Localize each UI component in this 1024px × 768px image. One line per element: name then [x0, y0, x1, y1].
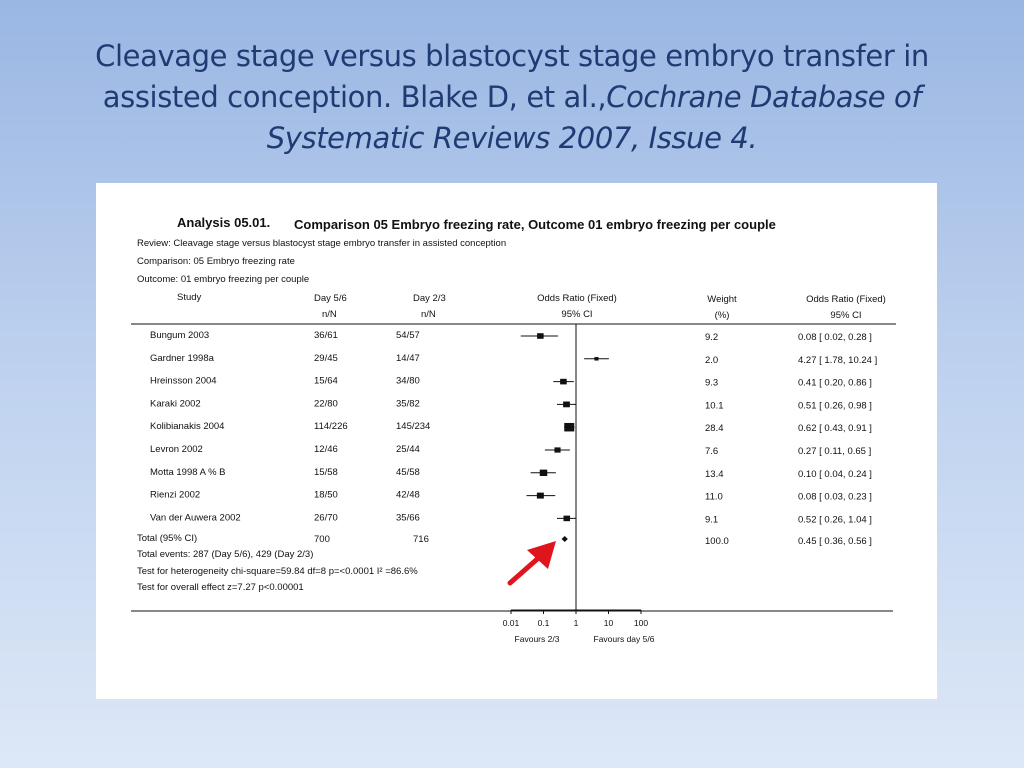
study-group1-events: 36/61 [314, 330, 338, 341]
study-weight: 10.1 [705, 400, 724, 412]
col-group1-top: Day 5/6 [314, 293, 347, 304]
study-weight: 9.2 [705, 332, 719, 343]
col-study: Study [177, 292, 202, 303]
study-weight: 7.6 [705, 446, 719, 457]
study-name: Rienzi 2002 [150, 489, 201, 501]
study-name: Karaki 2002 [150, 398, 201, 410]
comparison-line: Comparison: 05 Embryo freezing rate [137, 256, 295, 267]
analysis-heading-left: Analysis 05.01. [177, 215, 271, 230]
outcome-line: Outcome: 01 embryo freezing per couple [137, 274, 310, 285]
study-mark [527, 493, 556, 499]
table-row [150, 490, 872, 503]
col-group2-sub: n/N [421, 309, 436, 320]
title-line-2-plain: assisted conception. Blake D, et al., [102, 80, 607, 114]
study-group2-events: 54/57 [396, 330, 420, 341]
study-rows [150, 330, 877, 525]
study-mark [584, 357, 609, 361]
col-ci-top: Odds Ratio (Fixed) [806, 294, 886, 305]
study-weight: 9.3 [705, 377, 719, 389]
study-weight: 2.0 [705, 354, 719, 366]
col-group2-top: Day 2/3 [413, 293, 446, 304]
study-group1-events: 18/50 [314, 489, 338, 501]
x-tick-label: 100 [633, 618, 649, 628]
x-tick-label: 10 [603, 618, 614, 628]
review-line: Review: Cleavage stage versus blastocyst stage embryo transfer in assisted conception [137, 238, 507, 249]
study-group2-events: 34/80 [396, 375, 420, 387]
study-group1-events: 15/64 [314, 375, 338, 387]
point-estimate-square [554, 447, 560, 452]
study-group1-events: 15/58 [314, 466, 338, 478]
plot-marks [521, 324, 609, 611]
analysis-heading-right: Comparison 05 Embryo freezing rate, Outcome 01 embryo freezing per couple [294, 217, 776, 232]
study-group2-events: 35/66 [396, 512, 420, 524]
study-mark [521, 333, 558, 339]
total-label: Total (95% CI) [137, 533, 198, 544]
table-row [150, 398, 872, 411]
point-estimate-square [537, 333, 544, 339]
study-group2-events: 145/234 [396, 421, 431, 433]
point-estimate-square [540, 470, 547, 476]
study-name: Kolibianakis 2004 [150, 421, 225, 433]
col-weight-sub: (%) [714, 310, 730, 321]
pooled-estimate-diamond [562, 536, 568, 542]
x-axis [503, 610, 649, 628]
table-row [150, 444, 871, 457]
x-tick-label: 0.1 [537, 618, 550, 628]
heterogeneity-test: Test for heterogeneity chi-square=59.84 df=8 p=<0.0001 I² =86.6% [137, 566, 418, 577]
point-estimate-square [560, 379, 567, 385]
favours-left-label: Favours 2/3 [514, 634, 560, 644]
point-estimate-square [537, 493, 544, 499]
study-mark [545, 447, 570, 452]
favours-right-label: Favours day 5/6 [593, 634, 655, 644]
study-ci-text: 0.08 [ 0.02, 0.28 ] [798, 332, 872, 343]
study-mark [557, 402, 576, 408]
total-events: Total events: 287 (Day 5/6), 429 (Day 2/3) [137, 549, 314, 560]
study-weight: 13.4 [705, 468, 724, 480]
title-line-2 [60, 77, 964, 118]
study-group2-events: 42/48 [396, 489, 420, 501]
study-weight: 9.1 [705, 514, 719, 526]
study-name: Gardner 1998a [150, 352, 214, 364]
x-tick-label: 1 [573, 618, 579, 628]
study-group1-events: 26/70 [314, 512, 338, 524]
study-group1-events: 22/80 [314, 398, 338, 410]
col-weight-top: Weight [707, 294, 737, 305]
x-tick-label: 0.01 [502, 618, 520, 628]
study-mark [531, 470, 556, 476]
red-arrow-icon [510, 541, 556, 583]
col-or-sub: 95% CI [561, 309, 593, 320]
title-line-2-italic: Cochrane Database of [606, 80, 922, 114]
study-weight: 28.4 [705, 423, 724, 435]
slide-title [60, 36, 964, 159]
forest-plot-svg [96, 183, 937, 699]
study-name: Levron 2002 [150, 444, 203, 455]
table-row [150, 330, 872, 343]
total-ci-text: 0.45 [ 0.36, 0.56 ] [798, 536, 872, 547]
study-ci-text: 0.41 [ 0.20, 0.86 ] [798, 377, 872, 389]
title-line-1: Cleavage stage versus blastocyst stage embryo transfer in [95, 39, 929, 73]
study-ci-text: 4.27 [ 1.78, 10.24 ] [798, 354, 878, 366]
total-group1: 700 [314, 534, 330, 545]
total-group2: 716 [413, 534, 429, 545]
study-mark [564, 423, 575, 431]
study-ci-text: 0.08 [ 0.03, 0.23 ] [798, 491, 872, 503]
study-name: Motta 1998 A % B [150, 466, 226, 478]
table-row [150, 421, 872, 434]
table-row [150, 376, 872, 389]
point-estimate-square [564, 516, 571, 522]
study-group2-events: 35/82 [396, 398, 420, 410]
study-mark [553, 379, 574, 385]
title-line-3-italic: Systematic Reviews 2007, Issue 4. [266, 121, 758, 155]
study-ci-text: 0.62 [ 0.43, 0.91 ] [798, 423, 872, 435]
point-estimate-square [563, 402, 570, 408]
col-or-top: Odds Ratio (Fixed) [537, 293, 617, 304]
study-group1-events: 12/46 [314, 444, 338, 455]
table-row [150, 467, 872, 480]
study-group2-events: 25/44 [396, 444, 420, 455]
col-group1-sub: n/N [322, 309, 337, 320]
study-group2-events: 45/58 [396, 466, 420, 478]
study-ci-text: 0.51 [ 0.26, 0.98 ] [798, 400, 872, 412]
col-ci-sub: 95% CI [830, 310, 862, 321]
title-line-3 [60, 118, 964, 159]
total-weight: 100.0 [705, 536, 729, 547]
table-row [150, 353, 877, 366]
study-group2-events: 14/47 [396, 352, 420, 364]
study-name: Van der Auwera 2002 [150, 512, 241, 524]
study-name: Bungum 2003 [150, 330, 210, 341]
point-estimate-square [594, 357, 598, 361]
forest-plot-panel [96, 183, 937, 699]
study-ci-text: 0.52 [ 0.26, 1.04 ] [798, 514, 872, 526]
study-ci-text: 0.10 [ 0.04, 0.24 ] [798, 468, 872, 480]
study-group1-events: 114/226 [314, 421, 348, 433]
point-estimate-square [564, 423, 574, 431]
study-group1-events: 29/45 [314, 352, 338, 364]
overall-effect-test: Test for overall effect z=7.27 p<0.00001 [137, 582, 304, 593]
study-ci-text: 0.27 [ 0.11, 0.65 ] [798, 446, 872, 457]
study-weight: 11.0 [705, 491, 723, 503]
table-row [150, 512, 872, 525]
study-mark [557, 516, 577, 522]
study-name: Hreinsson 2004 [150, 375, 217, 387]
